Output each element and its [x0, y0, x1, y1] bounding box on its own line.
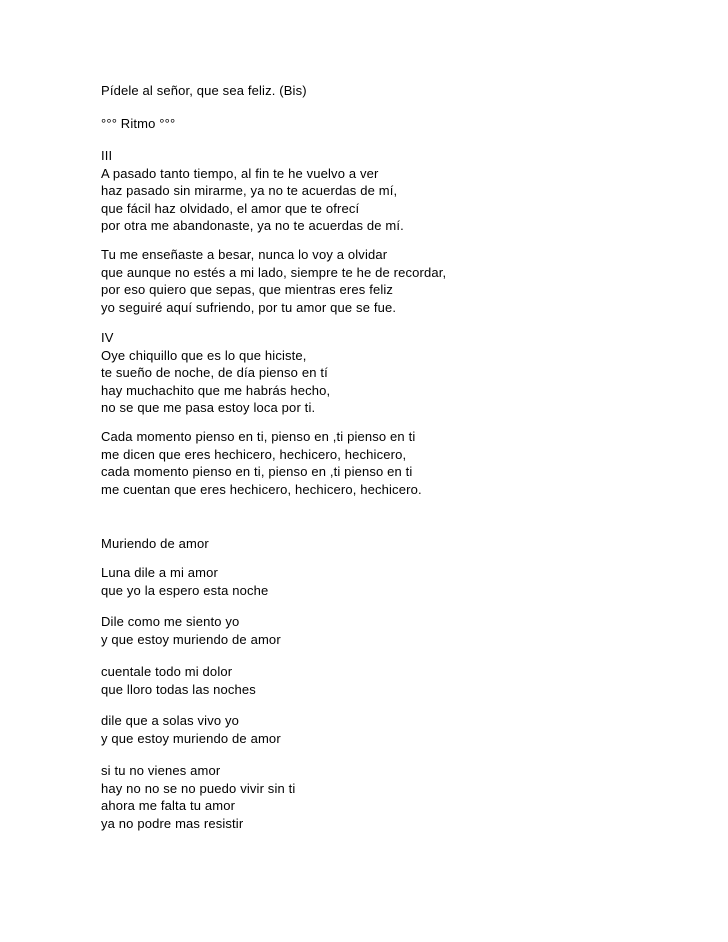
verse-2: [101, 613, 281, 648]
stanza-heading: IV: [101, 330, 114, 345]
lyric-line: que fácil haz olvidado, el amor que te ofrecí: [101, 200, 360, 216]
lyric-line: Tu me enseñaste a besar, nunca lo voy a olvidar: [101, 247, 388, 262]
lyric-line: dile que a solas vivo yo: [101, 713, 240, 728]
verse-1: [101, 564, 268, 599]
verse-5: [101, 762, 295, 832]
lyric-line: que yo la espero esta noche: [101, 582, 269, 598]
lyric-line: hay muchachito que me habrás hecho,: [101, 382, 331, 398]
lyric-line: yo seguiré aquí sufriendo, por tu amor que se fue.: [101, 299, 397, 315]
stanza-heading: III: [101, 148, 113, 163]
stanza-iv: [101, 329, 330, 417]
lyric-line: hay no no se no puedo vivir sin ti: [101, 780, 296, 796]
lyric-line: no se que me pasa estoy loca por ti.: [101, 400, 316, 416]
song-title: [101, 535, 209, 553]
lyric-line: A pasado tanto tiempo, al fin te he vuelvo a ver: [101, 165, 379, 181]
chorus-1: [101, 246, 446, 316]
lyric-line: si tu no vienes amor: [101, 763, 221, 778]
verse-3: [101, 663, 256, 698]
lyric-line: cuentale todo mi dolor: [101, 664, 233, 679]
lyric-line: y que estoy muriendo de amor: [101, 730, 281, 746]
lyric-line: Oye chiquillo que es lo que hiciste,: [101, 347, 307, 363]
lyric-line: que lloro todas las noches: [101, 681, 256, 697]
stanza-iii: [101, 147, 404, 235]
intro-line: [101, 82, 307, 100]
lyric-line: Dile como me siento yo: [101, 614, 240, 629]
lyric-line: Pídele al señor, que sea feliz. (Bis): [101, 83, 307, 98]
ritmo-line: [101, 115, 175, 133]
chorus-2: [101, 428, 422, 498]
lyric-line: me dicen que eres hechicero, hechicero, hechicero,: [101, 446, 407, 462]
lyric-line: te sueño de noche, de día pienso en tí: [101, 365, 328, 381]
lyric-line: por eso quiero que sepas, que mientras eres feliz: [101, 282, 394, 298]
lyric-line: Luna dile a mi amor: [101, 565, 219, 580]
lyric-line: que aunque no estés a mi lado, siempre te he de recordar,: [101, 264, 447, 280]
lyric-line: Cada momento pienso en ti, pienso en ,ti pienso en ti: [101, 429, 416, 444]
lyric-line: ahora me falta tu amor: [101, 798, 236, 814]
lyric-line: ya no podre mas resistir: [101, 815, 244, 831]
lyric-line: y que estoy muriendo de amor: [101, 631, 281, 647]
lyric-line: °°° Ritmo °°°: [101, 116, 176, 131]
lyric-line: me cuentan que eres hechicero, hechicero, hechicero.: [101, 481, 422, 497]
lyric-line: por otra me abandonaste, ya no te acuerdas de mí.: [101, 218, 404, 234]
verse-4: [101, 712, 281, 747]
song-title-text: Muriendo de amor: [101, 536, 209, 551]
lyric-line: cada momento pienso en ti, pienso en ,ti pienso en ti: [101, 464, 413, 480]
lyric-line: haz pasado sin mirarme, ya no te acuerdas de mí,: [101, 183, 398, 199]
